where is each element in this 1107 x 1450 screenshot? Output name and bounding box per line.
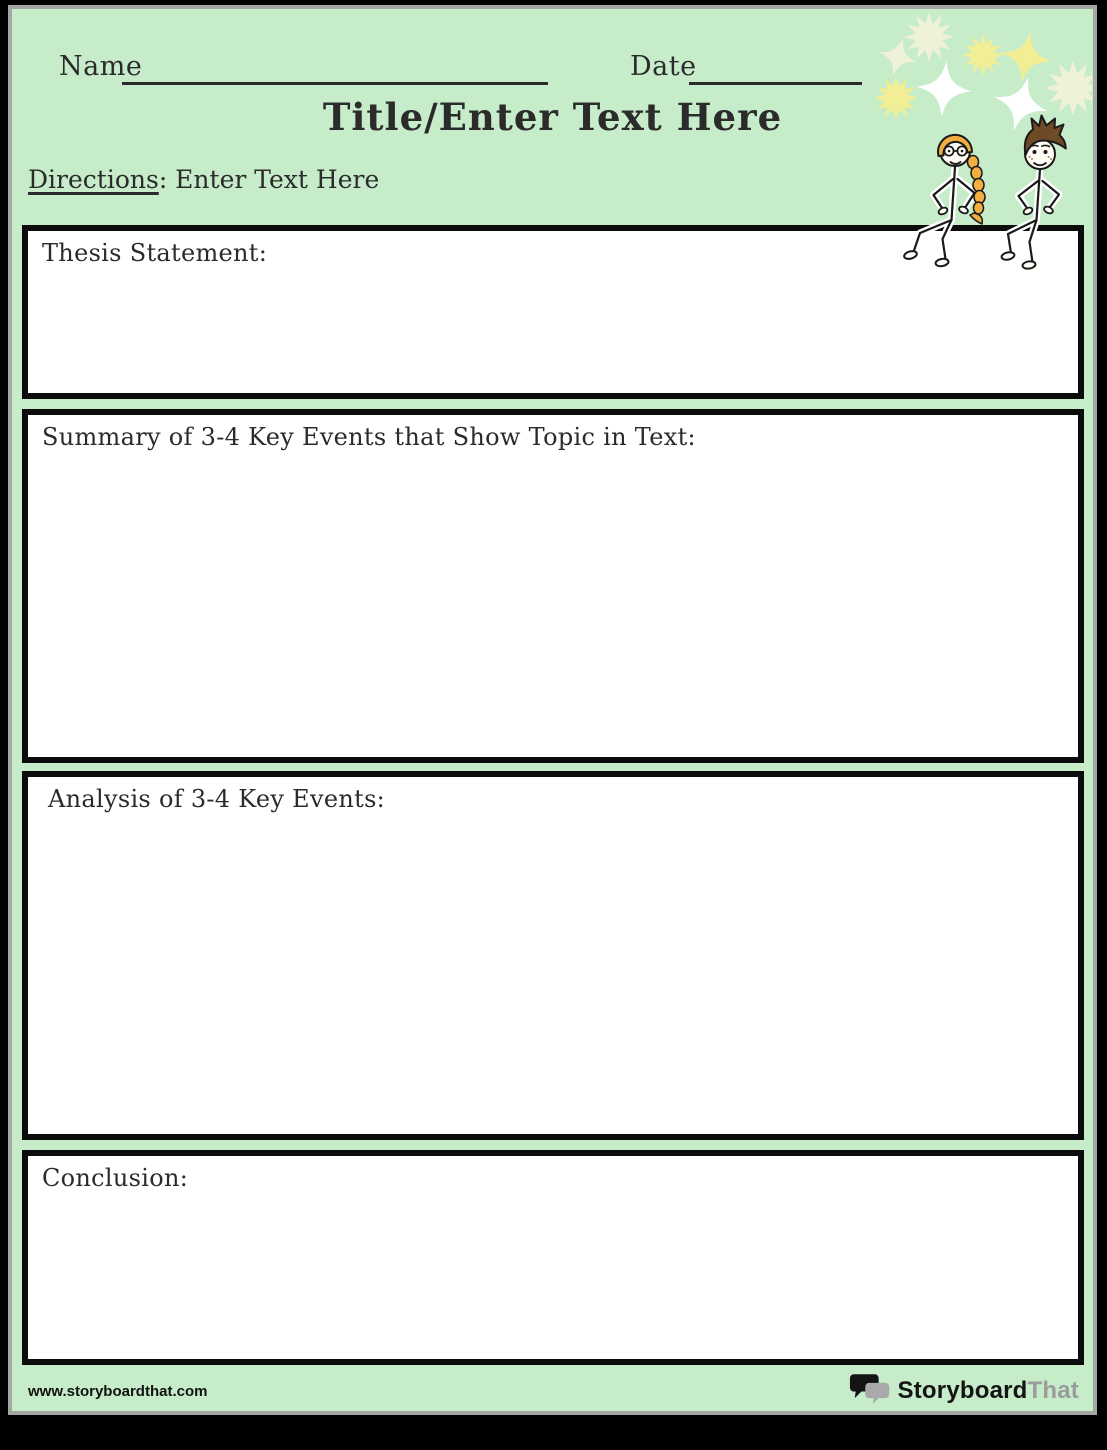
- website-url: www.storyboardthat.com: [28, 1383, 208, 1400]
- directions-text[interactable]: [28, 165, 379, 194]
- sunburst-star-icon: [904, 12, 954, 62]
- summary-label[interactable]: Summary of 3-4 Key Events that Show Topic in Text:: [42, 423, 696, 451]
- page-title[interactable]: Title/Enter Text Here: [322, 95, 783, 139]
- conclusion-entry-area[interactable]: [28, 1192, 1078, 1359]
- sunburst-star-icon: [874, 76, 918, 120]
- summary-box: [22, 409, 1084, 763]
- boy-character[interactable]: [1001, 116, 1066, 270]
- worksheet-page: [8, 5, 1097, 1415]
- logo-text-primary: Storyboard: [897, 1376, 1028, 1404]
- summary-entry-area[interactable]: [28, 451, 1078, 757]
- sunburst-star-icon: [1045, 60, 1092, 116]
- analysis-label[interactable]: Analysis of 3-4 Key Events:: [48, 785, 386, 813]
- name-input-line[interactable]: [122, 54, 548, 85]
- speech-bubbles-icon: [849, 1373, 893, 1408]
- analysis-entry-area[interactable]: [28, 813, 1078, 1134]
- name-label: Name: [59, 51, 143, 82]
- storyboardthat-logo: [849, 1373, 1079, 1408]
- sparkle-star-icon: [914, 59, 975, 120]
- analysis-box: [22, 771, 1084, 1140]
- conclusion-box: [22, 1150, 1084, 1365]
- logo-text: [898, 1377, 1079, 1405]
- date-input-line[interactable]: [689, 54, 862, 85]
- date-label: Date: [630, 51, 697, 82]
- sparkle-star-icon: [996, 27, 1056, 87]
- directions-label: Directions: [28, 165, 159, 194]
- conclusion-label[interactable]: Conclusion:: [42, 1164, 189, 1192]
- thesis-entry-area[interactable]: [28, 267, 1078, 393]
- thesis-statement-label[interactable]: Thesis Statement:: [42, 239, 268, 267]
- directions-value: : Enter Text Here: [158, 165, 380, 194]
- logo-text-secondary: That: [1027, 1376, 1079, 1404]
- sunburst-star-icon: [962, 34, 1004, 76]
- girl-character[interactable]: [903, 135, 985, 267]
- header-decorations: [867, 9, 1092, 279]
